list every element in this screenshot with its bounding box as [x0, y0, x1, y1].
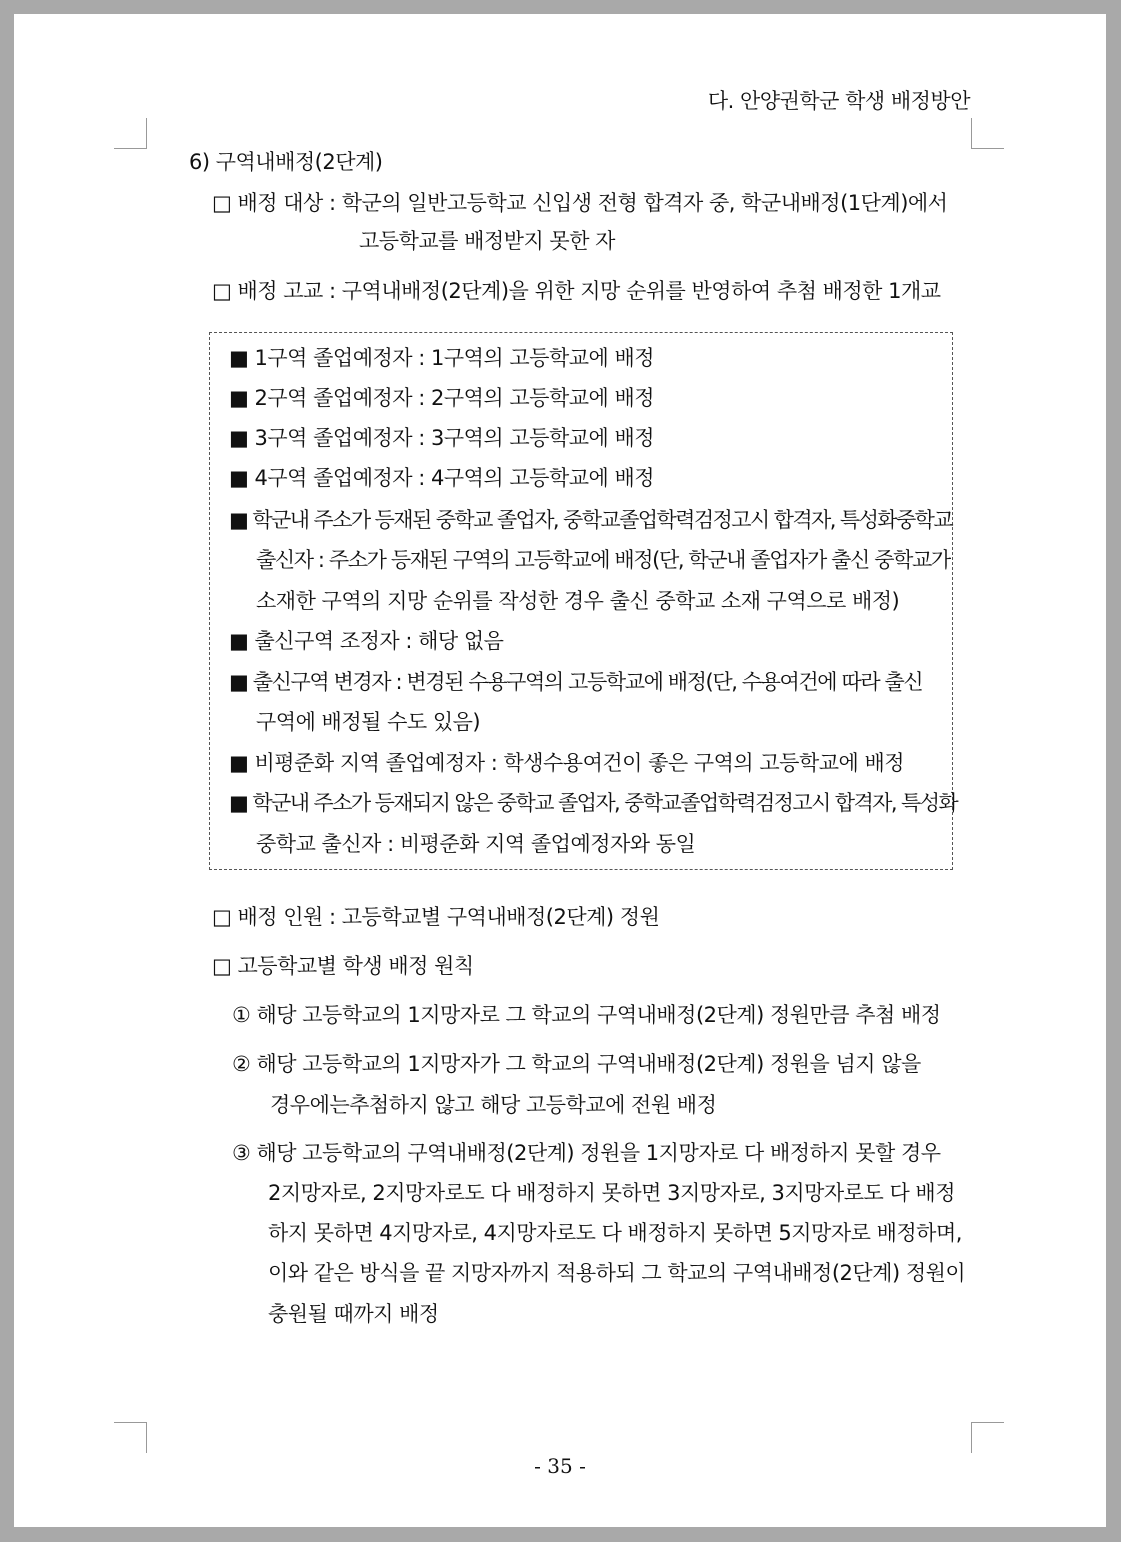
- box-line: ■ 출신구역 변경자 : 변경된 수용구역의 고등학교에 배정(단, 수용여건에 따라 출신: [229, 670, 923, 694]
- box-line: 출신자 : 주소가 등재된 구역의 고등학교에 배정(단, 학군내 졸업자가 출신 중학교가: [256, 548, 950, 572]
- school-item: □ 배정 고교 : 구역내배정(2단계)을 위한 지망 순위를 반영하여 추첨 배정한 1개교: [212, 279, 941, 303]
- target-label: □ 배정 대상 :: [212, 191, 342, 215]
- rule-item: ① 해당 고등학교의 1지망자로 그 학교의 구역내배정(2단계) 정원만큼 추첨 배정: [232, 1003, 941, 1027]
- box-line: ■ 비평준화 지역 졸업예정자 : 학생수용여건이 좋은 구역의 고등학교에 배정: [229, 751, 905, 775]
- rule-item-cont: 경우에는추첨하지 않고 해당 고등학교에 전원 배정: [270, 1093, 717, 1117]
- box-line: ■ 3구역 졸업예정자 : 3구역의 고등학교에 배정: [229, 426, 655, 450]
- box-line: ■ 2구역 졸업예정자 : 2구역의 고등학교에 배정: [229, 386, 655, 410]
- box-line: ■ 1구역 졸업예정자 : 1구역의 고등학교에 배정: [229, 346, 655, 370]
- box-line: ■ 학군내 주소가 등재되지 않은 중학교 졸업자, 중학교졸업학력검정고시 합격자, 특성화: [229, 791, 958, 815]
- box-line: ■ 4구역 졸업예정자 : 4구역의 고등학교에 배정: [229, 466, 655, 490]
- target-item: [212, 188, 947, 218]
- rule-item-cont: 충원될 때까지 배정: [268, 1302, 439, 1326]
- target-text: 학군의 일반고등학교 신입생 전형 합격자 중, 학군내배정(1단계)에서: [341, 191, 948, 215]
- box-line: 중학교 출신자 : 비평준화 지역 졸업예정자와 동일: [256, 832, 696, 856]
- rule-item-cont: 2지망자로, 2지망자로도 다 배정하지 못하면 3지망자로, 3지망자로도 다 배정: [268, 1181, 955, 1205]
- crop-mark: [114, 118, 147, 149]
- rule-item-cont: 하지 못하면 4지망자로, 4지망자로도 다 배정하지 못하면 5지망자로 배정하며,: [268, 1221, 962, 1245]
- section-title: 6) 구역내배정(2단계): [189, 150, 383, 174]
- principle-title: □ 고등학교별 학생 배정 원칙: [212, 954, 474, 978]
- page-number: - 35 -: [534, 1454, 586, 1478]
- document-page: [14, 14, 1106, 1527]
- crop-mark: [114, 1422, 147, 1453]
- quota-item: □ 배정 인원 : 고등학교별 구역내배정(2단계) 정원: [212, 905, 660, 929]
- rule-item-cont: 이와 같은 방식을 끝 지망자까지 적용하되 그 학교의 구역내배정(2단계) 정원이: [268, 1261, 966, 1285]
- box-line: ■ 출신구역 조정자 : 해당 없음: [229, 629, 504, 653]
- crop-mark: [971, 118, 1004, 149]
- rule-item: ② 해당 고등학교의 1지망자가 그 학교의 구역내배정(2단계) 정원을 넘지 않을: [232, 1052, 921, 1076]
- target-text-cont: 고등학교를 배정받지 못한 자: [359, 229, 615, 253]
- box-line: ■ 학군내 주소가 등재된 중학교 졸업자, 중학교졸업학력검정고시 합격자, 특성화중학교: [229, 508, 953, 532]
- crop-mark: [971, 1422, 1004, 1453]
- box-line: 소재한 구역의 지망 순위를 작성한 경우 출신 중학교 소재 구역으로 배정): [256, 589, 900, 613]
- box-line: 구역에 배정될 수도 있음): [256, 710, 481, 734]
- rule-item: ③ 해당 고등학교의 구역내배정(2단계) 정원을 1지망자로 다 배정하지 못할 경우: [232, 1141, 941, 1165]
- running-header: 다. 안양권학군 학생 배정방안: [707, 89, 970, 113]
